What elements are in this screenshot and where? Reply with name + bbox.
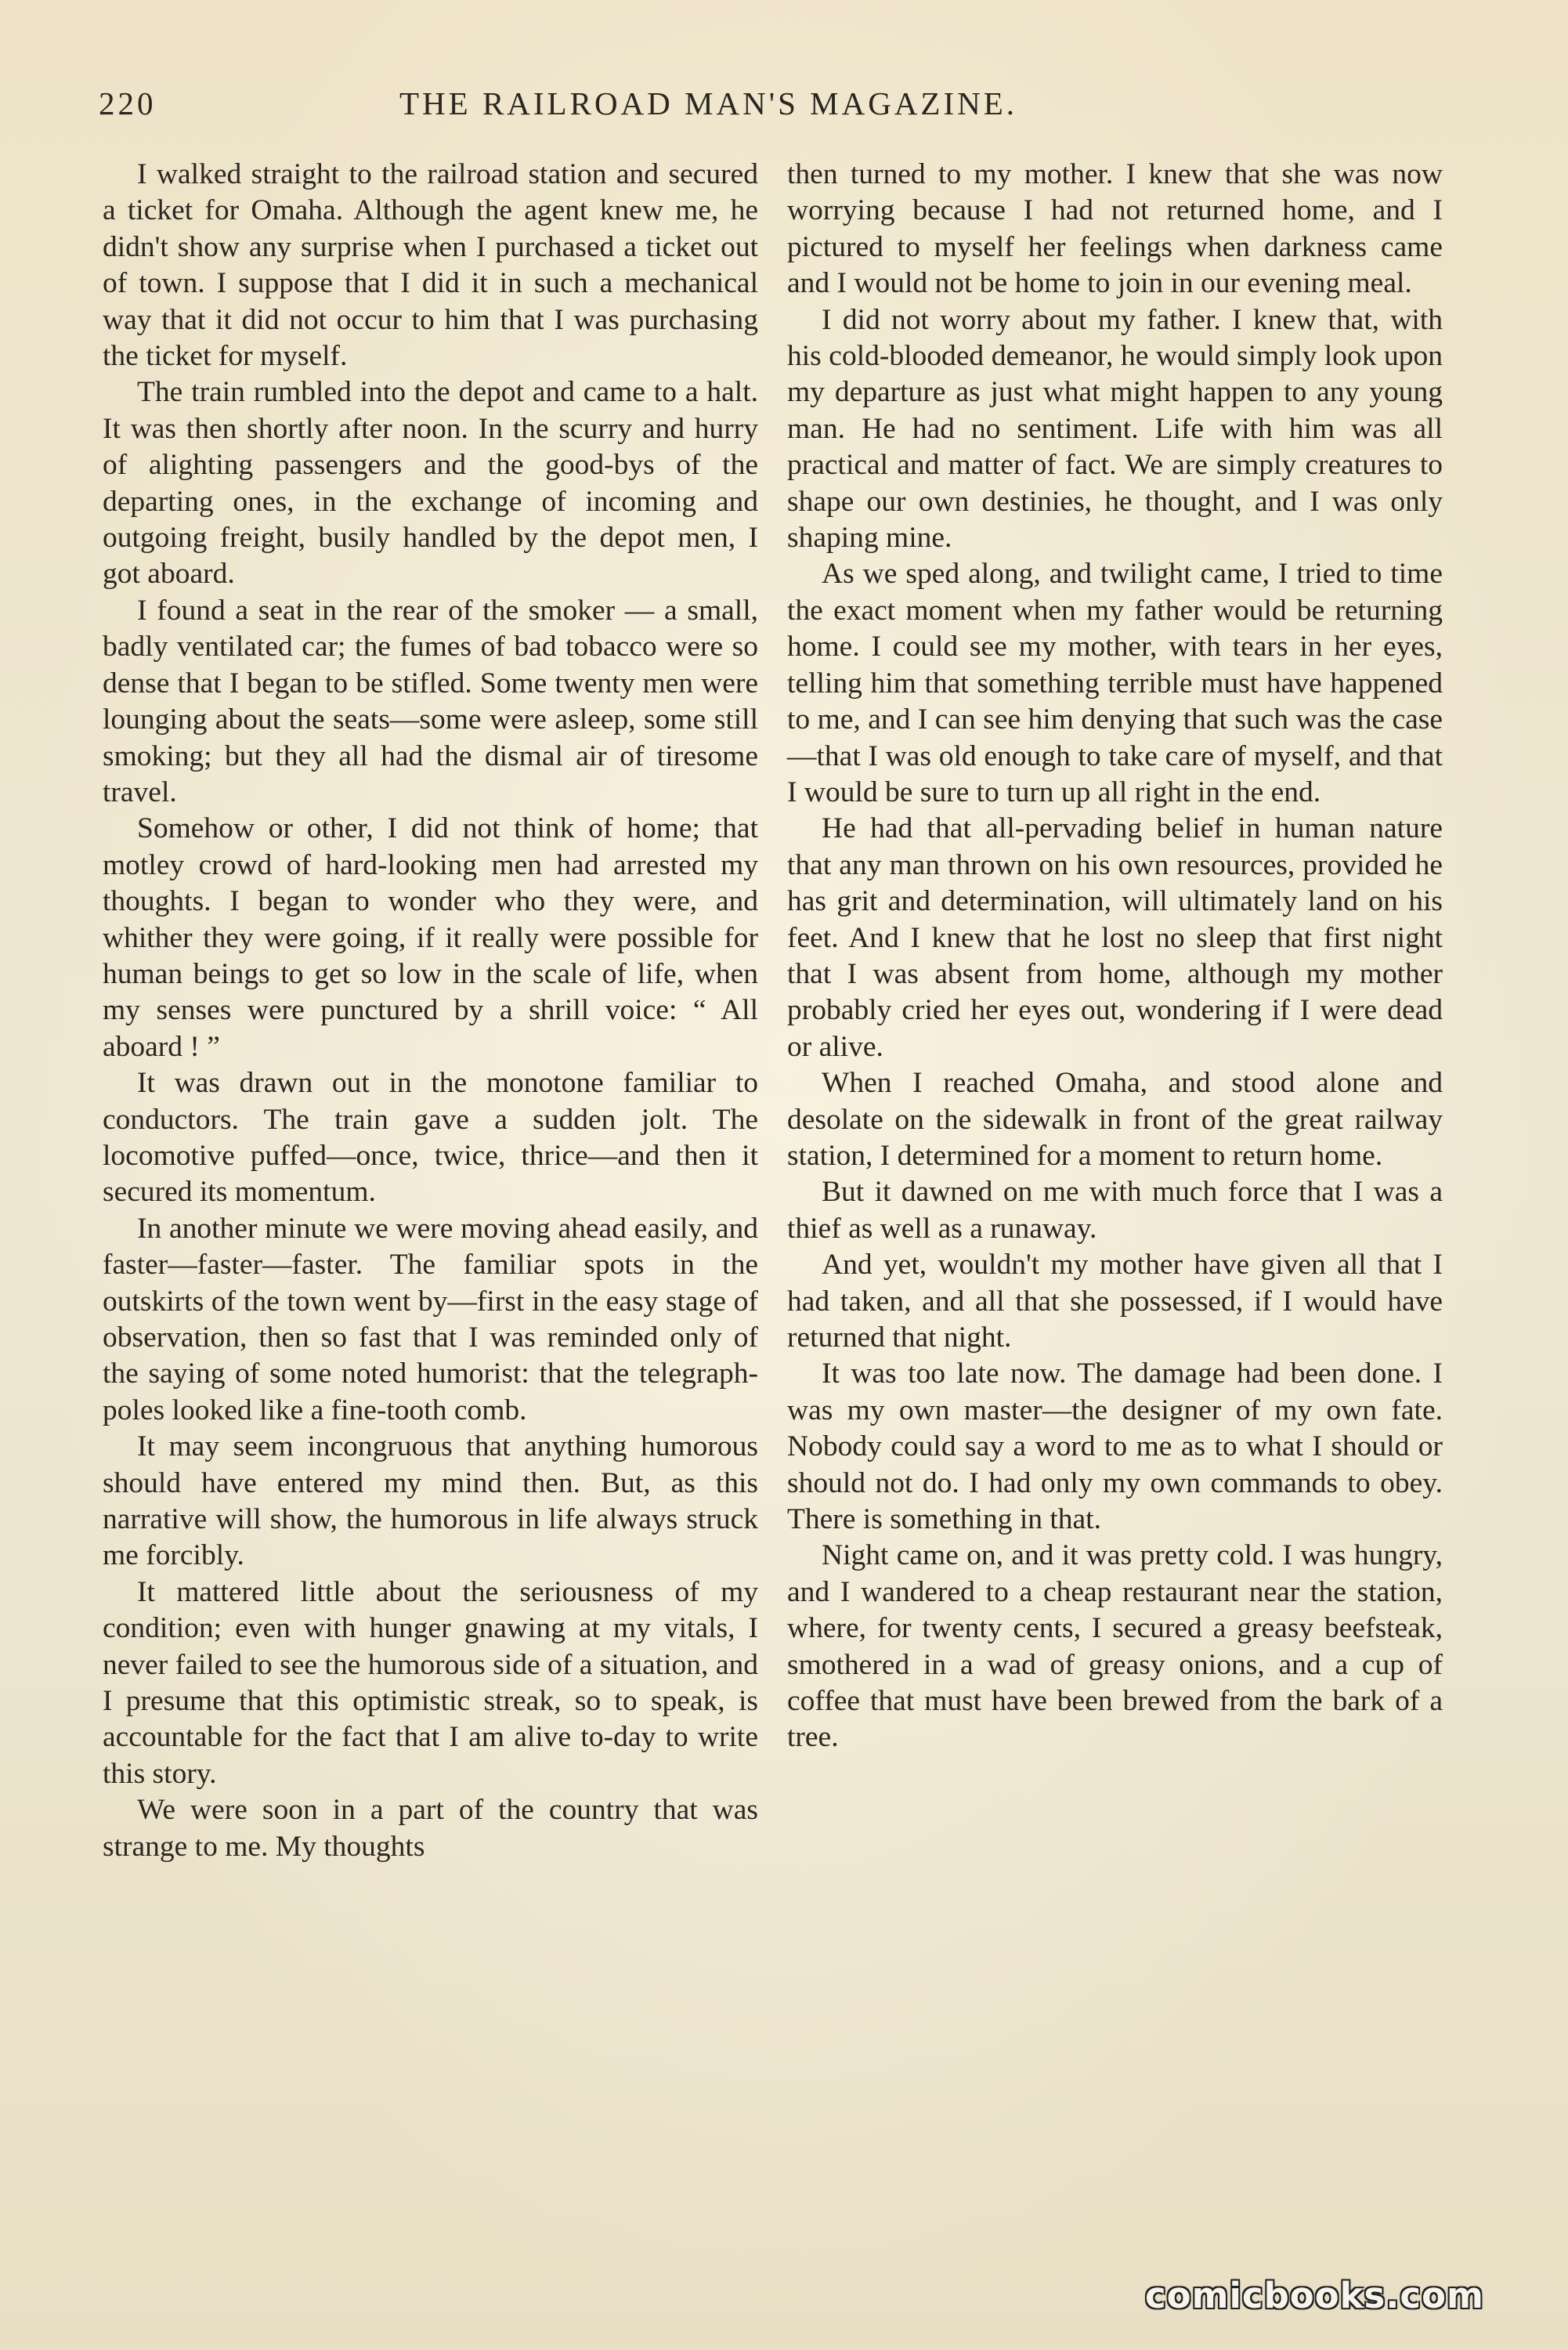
left-column	[103, 157, 758, 2232]
right-column	[787, 157, 1443, 2232]
paragraph: The train rumbled into the depot and came to a halt. It was then shortly after noon. In the scurry and hurry of alighting passengers and the good-bys of the departing ones, in the exchange of incoming and outgoing freight, busily handled by the depot men, I got aboard.	[103, 376, 758, 591]
paragraph: I found a seat in the rear of the smoker — a small, badly ventilated car; the fumes of bad tobacco were so dense that I began to be stifled. Some twenty men were lounging about the seats—some were asleep, some still smoking; but they all had the dismal air of tiresome travel.	[103, 594, 758, 808]
paragraph: Night came on, and it was pretty cold. I was hungry, and I wandered to a cheap restaurant near the station, where, for twenty cents, I secured a greasy beefsteak, smothered in a wad of greasy onions, and a cup of coffee that must have been brewed from the bark of a tree.	[787, 1539, 1443, 1754]
paragraph: He had that all-pervading belief in human nature that any man thrown on his own resources, provided he has grit and determination, will ultimately land on his feet. And I knew that he lost no sleep that first night that I was absent from home, although my mother probably cried her eyes out, wondering if I were dead or alive.	[787, 812, 1443, 1063]
paragraph: As we sped along, and twilight came, I tried to time the exact moment when my father would be returning home. I could see my mother, with tears in her eyes, telling him that something terrible must have happened to me, and I can see him denying that such was the case—that I was old enough to take care of myself, and that I would be sure to turn up all right in the end.	[787, 558, 1443, 808]
paragraph: But it dawned on me with much force that I was a thief as well as a runaway.	[787, 1176, 1443, 1245]
site-watermark: comicbooks.com	[1145, 2275, 1484, 2316]
paragraph: In another minute we were moving ahead easily, and faster—faster—faster. The familiar spots in the outskirts of the town went by—first in the easy stage of observation, then so fast that I was reminded only of the saying of some noted humorist: that the telegraph-poles looked like a fine-tooth comb.	[103, 1212, 758, 1426]
paragraph-continued: then turned to my mother. I knew that she was now worrying because I had not returned home, and I pictured to myself her feelings when darkness came and I would not be home to join in our evening meal.	[787, 158, 1443, 300]
paragraph: It was drawn out in the monotone familiar to conductors. The train gave a sudden jolt. The locomotive puffed—once, twice, thrice—and then it secured its momentum.	[103, 1067, 758, 1209]
paragraph: I walked straight to the railroad station and secured a ticket for Omaha. Although the agent knew me, he didn't show any surprise when I purchased a ticket out of town. I suppose that I did it in such a mechanical way that it did not occur to him that I was purchasing the ticket for myself.	[103, 158, 758, 373]
paragraph: Somehow or other, I did not think of home; that motley crowd of hard-looking men had arrested my thoughts. I began to wonder who they were, and whither they were going, if it really were possible for human beings to get so low in the scale of life, when my senses were punctured by a shrill voice: “ All aboard ! ”	[103, 812, 758, 1063]
paragraph: And yet, wouldn't my mother have given all that I had taken, and all that she possessed, if I would have returned that night.	[787, 1249, 1443, 1354]
paragraph: When I reached Omaha, and stood alone and desolate on the sidewalk in front of the great railway station, I determined for a moment to return home.	[787, 1067, 1443, 1172]
page-header	[99, 81, 1446, 128]
paragraph: It was too late now. The damage had been done. I was my own master—the designer of my own fate. Nobody could say a word to me as to what I should or should not do. I had only my own commands to obey. There is something in that.	[787, 1358, 1443, 1536]
paragraph: It mattered little about the seriousness of my condition; even with hunger gnawing at my vitals, I never failed to see the humorous side of a situation, and I presume that this optimistic streak, so to speak, is accountable for the fact that I am alive to-day to write this story.	[103, 1575, 758, 1790]
paragraph: We were soon in a part of the country that was strange to me. My thoughts	[103, 1794, 758, 1863]
running-title: THE RAILROAD MAN'S MAGAZINE.	[399, 85, 1018, 121]
page-number: 220	[99, 85, 157, 121]
text-columns	[98, 157, 1443, 2232]
paragraph: It may seem incongruous that anything humorous should have entered my mind then. But, as this narrative will show, the humorous in life always struck me forcibly.	[103, 1430, 758, 1572]
paragraph: I did not worry about my father. I knew that, with his cold-blooded demeanor, he would simply look upon my departure as just what might happen to any young man. He had no sentiment. Life with him was all practical and matter of fact. We are simply creatures to shape our own destinies, he thought, and I was only shaping mine.	[787, 303, 1443, 555]
